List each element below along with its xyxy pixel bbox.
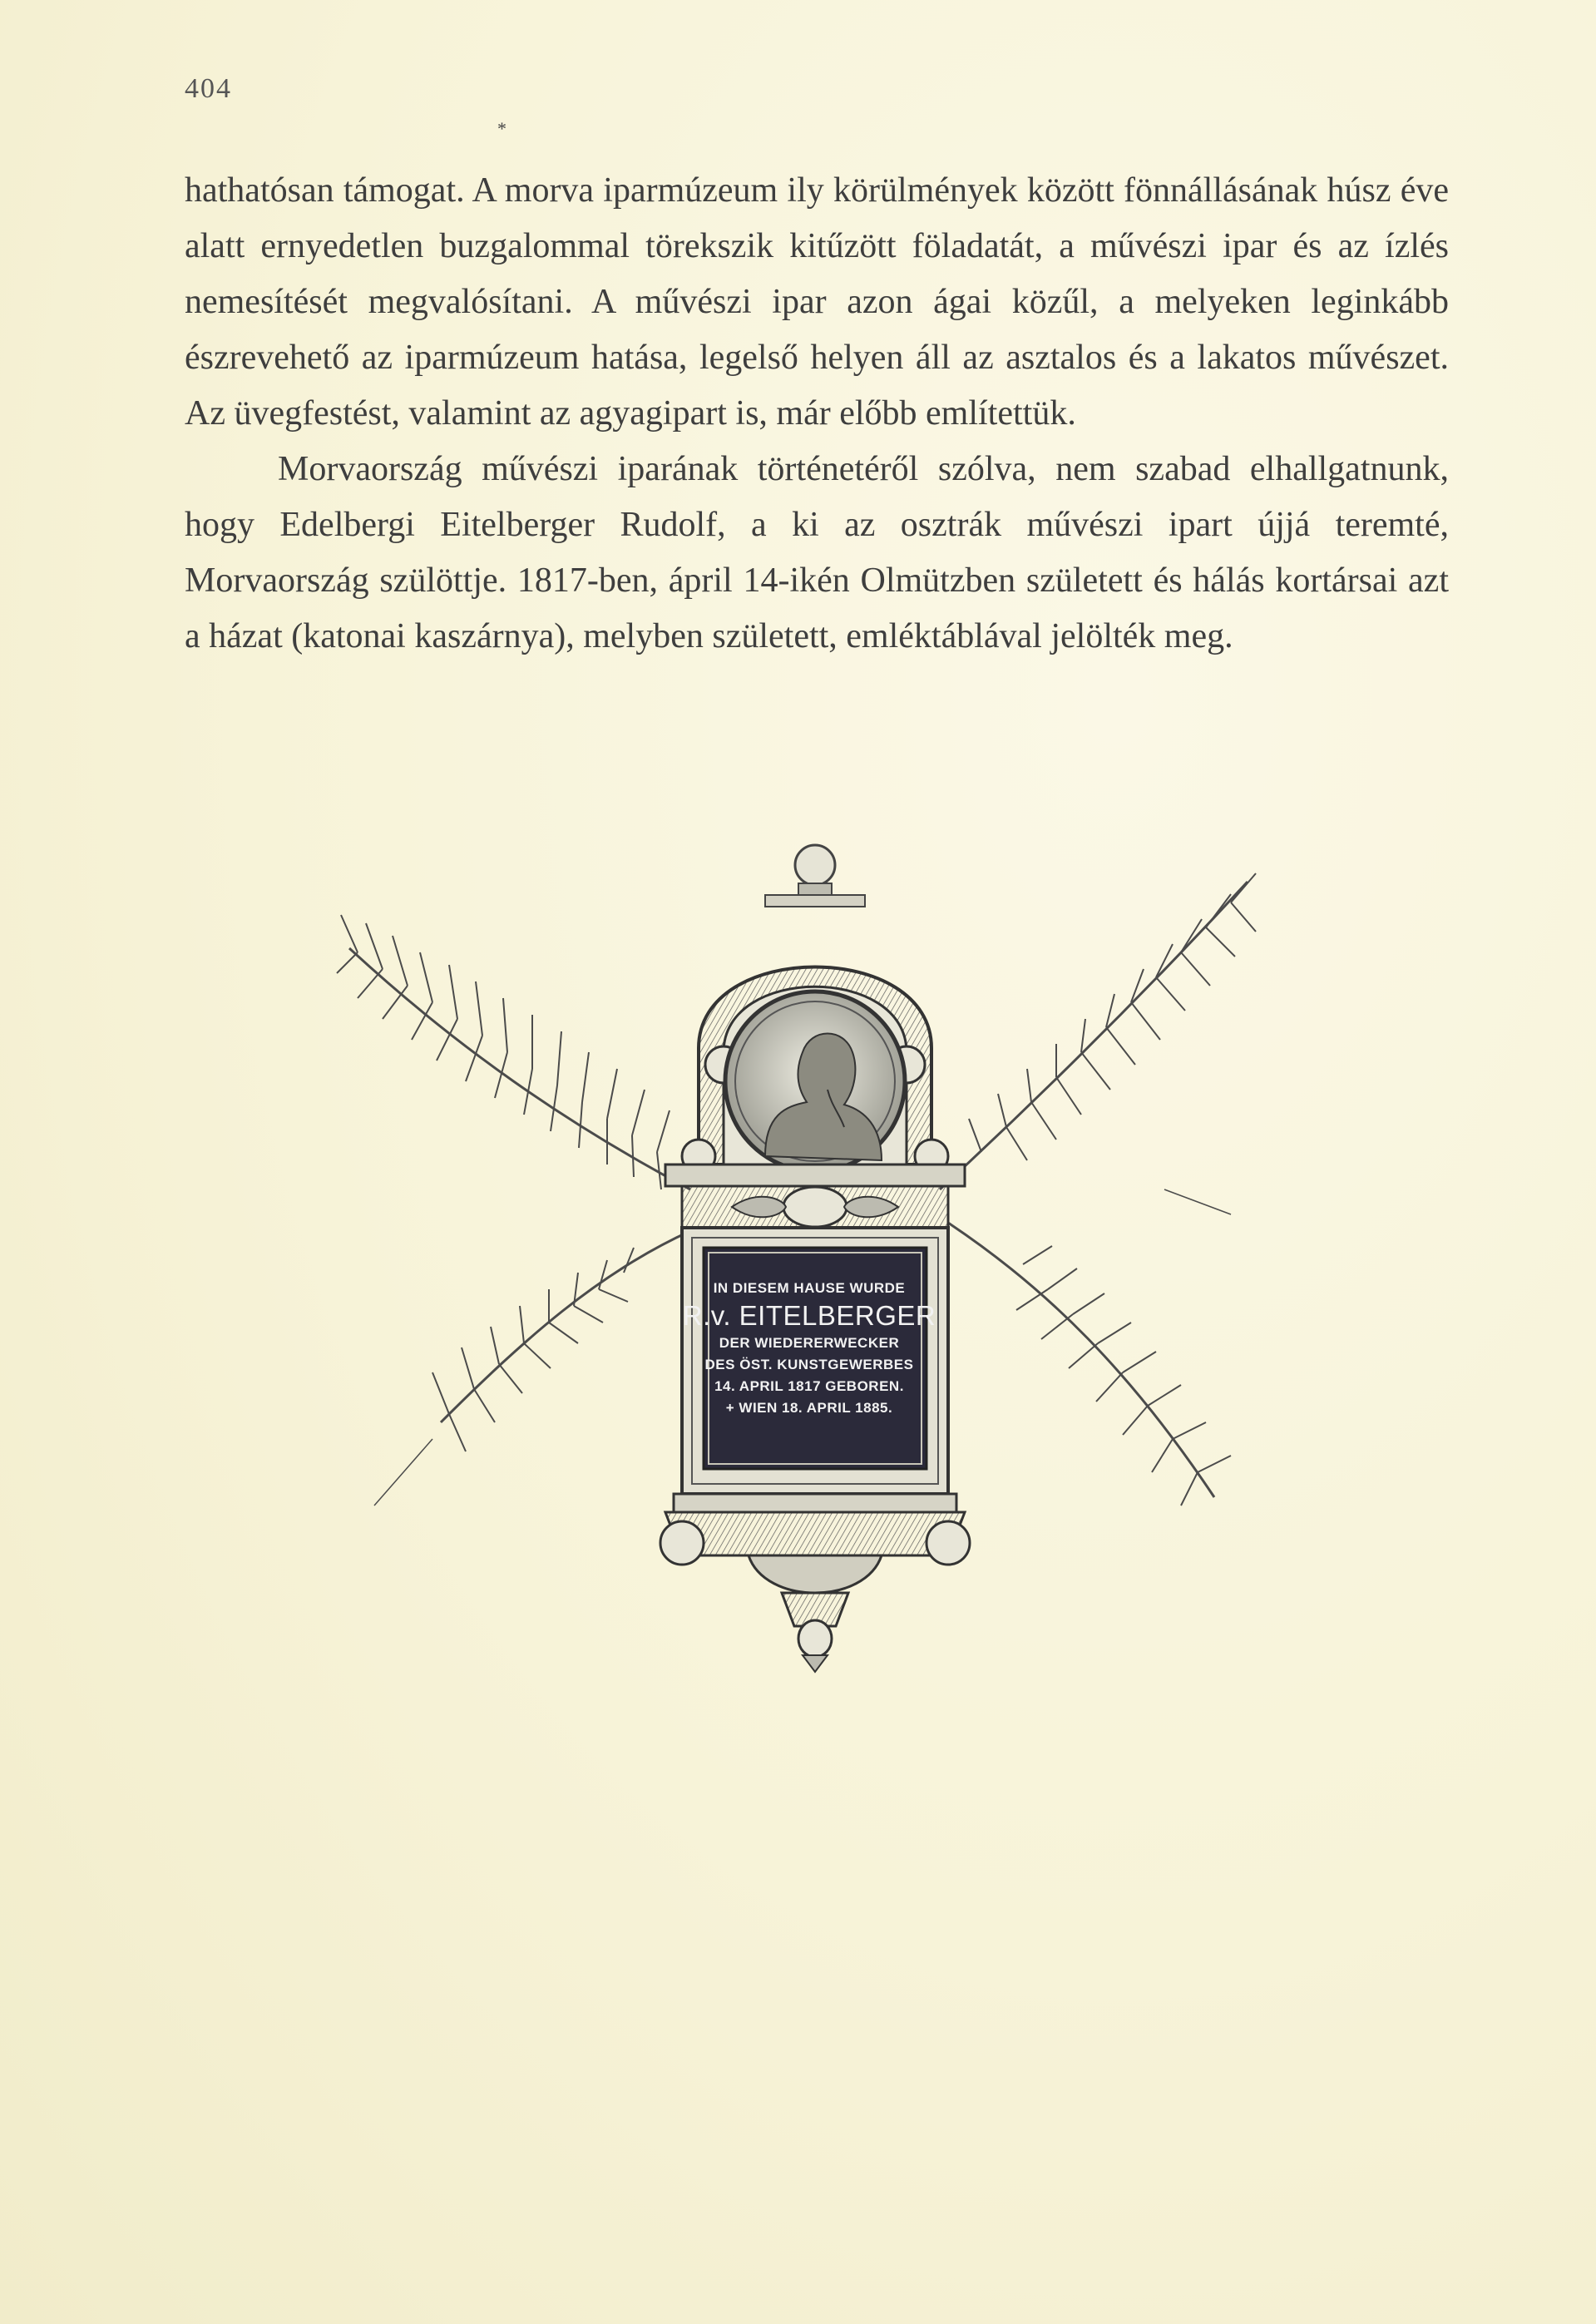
plaque-cornice [665, 1164, 965, 1228]
right-palm-frond [940, 873, 1256, 1506]
page-number: 404 [185, 73, 232, 104]
plaque-line-4: DES ÖST. KUNSTGEWERBES [704, 1357, 914, 1372]
plaque-inscription [684, 1250, 935, 1446]
left-palm-frond [337, 915, 690, 1506]
portrait-medallion [725, 991, 905, 1171]
plaque-line-1: IN DIESEM HAUSE WURDE [713, 1280, 906, 1296]
body-text [185, 163, 1449, 665]
plaque-line-3: DER WIEDERERWECKER [719, 1335, 900, 1351]
top-finial [765, 845, 865, 907]
plaque-line-2: R.v. EITELBERGER [682, 1300, 936, 1331]
plaque-base [660, 1494, 970, 1672]
plaque-line-6: + WIEN 18. APRIL 1885. [725, 1400, 893, 1416]
paragraph-1: hathatósan támogat. A morva iparmúzeum ily körülmények között fönnállásának húsz éve alatt ernyedetlen buzgalommal törekszik kitűzött föladatát, a művészi ipar és az ízlés nemesítését megvalósítani. A művészi ipar azon ágai közűl, a melyeken leginkább észrevehető az iparmúzeum hatása, legelső helyen áll az asztalos és a lakatos művészet. Az üvegfestést, valamint az agyagipart is, már előbb említettük. [185, 171, 1449, 433]
plaque-line-5: 14. APRIL 1817 GEBOREN. [714, 1378, 904, 1394]
paragraph-2: Morvaország művészi iparának történetéről szólva, nem szabad elhallgatnunk, hogy Edelbergi Eitelberger Rudolf, a ki az osztrák művészi ipart újjá teremté, Morvaország szülöttje. 1817-ben, ápril 14-ikén Olmützben született és hálás kortársai azt a házat (katonai kaszárnya), melyben született, emléktáblával jelölték meg. [185, 450, 1449, 655]
asterisk-mark: * [497, 118, 506, 139]
